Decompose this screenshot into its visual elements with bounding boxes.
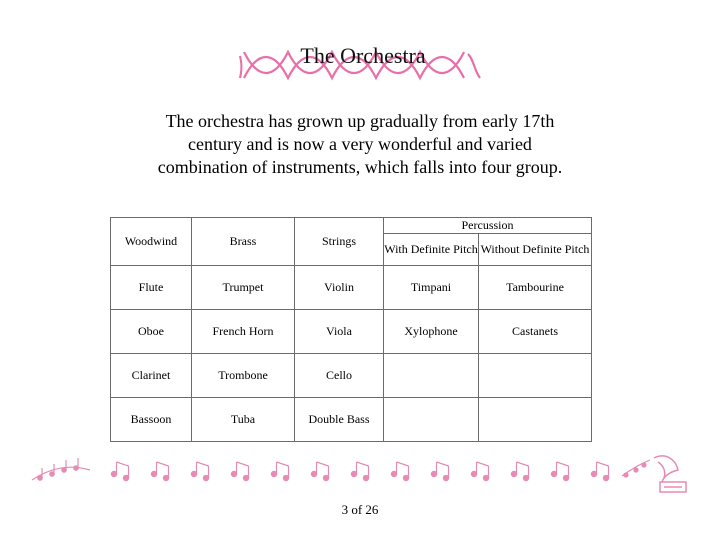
- table-cell: Trombone: [192, 354, 295, 398]
- table-cell: Flute: [111, 266, 192, 310]
- table-cell: Violin: [295, 266, 384, 310]
- table-row: [111, 354, 592, 398]
- table-cell: Xylophone: [384, 310, 479, 354]
- intro-line: century and is now a very wonderful and varied: [188, 134, 532, 154]
- table-cell: Tuba: [192, 398, 295, 442]
- table-cell: Clarinet: [111, 354, 192, 398]
- intro-paragraph: [110, 110, 610, 179]
- header-strings: Strings: [295, 218, 384, 266]
- table-cell: French Horn: [192, 310, 295, 354]
- music-notes-icon: [30, 450, 695, 496]
- header-without-definite-pitch: Without Definite Pitch: [479, 234, 592, 266]
- table-cell: Bassoon: [111, 398, 192, 442]
- table-cell: [384, 354, 479, 398]
- table-cell: Timpani: [384, 266, 479, 310]
- slide-title: The Orchestra: [300, 43, 426, 68]
- instrument-table: [110, 217, 592, 442]
- page-number: 3 of 26: [341, 502, 379, 517]
- header-with-definite-pitch: With Definite Pitch: [384, 234, 479, 266]
- header-woodwind: Woodwind: [111, 218, 192, 266]
- header-brass: Brass: [192, 218, 295, 266]
- instrument-table-area: [110, 217, 591, 441]
- table-cell: [384, 398, 479, 442]
- table-row: [111, 310, 592, 354]
- table-row: [111, 266, 592, 310]
- table-cell: [479, 354, 592, 398]
- intro-line: The orchestra has grown up gradually from early 17th: [165, 111, 555, 131]
- intro-line: combination of instruments, which falls into four group.: [157, 157, 563, 177]
- table-cell: Oboe: [111, 310, 192, 354]
- table-cell: Double Bass: [295, 398, 384, 442]
- table-cell: Tambourine: [479, 266, 592, 310]
- table-cell: Trumpet: [192, 266, 295, 310]
- header-percussion: Percussion: [384, 218, 592, 234]
- table-cell: Viola: [295, 310, 384, 354]
- table-row: [111, 398, 592, 442]
- slide-title-area: [238, 40, 488, 88]
- table-cell: Castanets: [479, 310, 592, 354]
- gramophone-icon: [654, 456, 686, 492]
- table-cell: [479, 398, 592, 442]
- table-cell: Cello: [295, 354, 384, 398]
